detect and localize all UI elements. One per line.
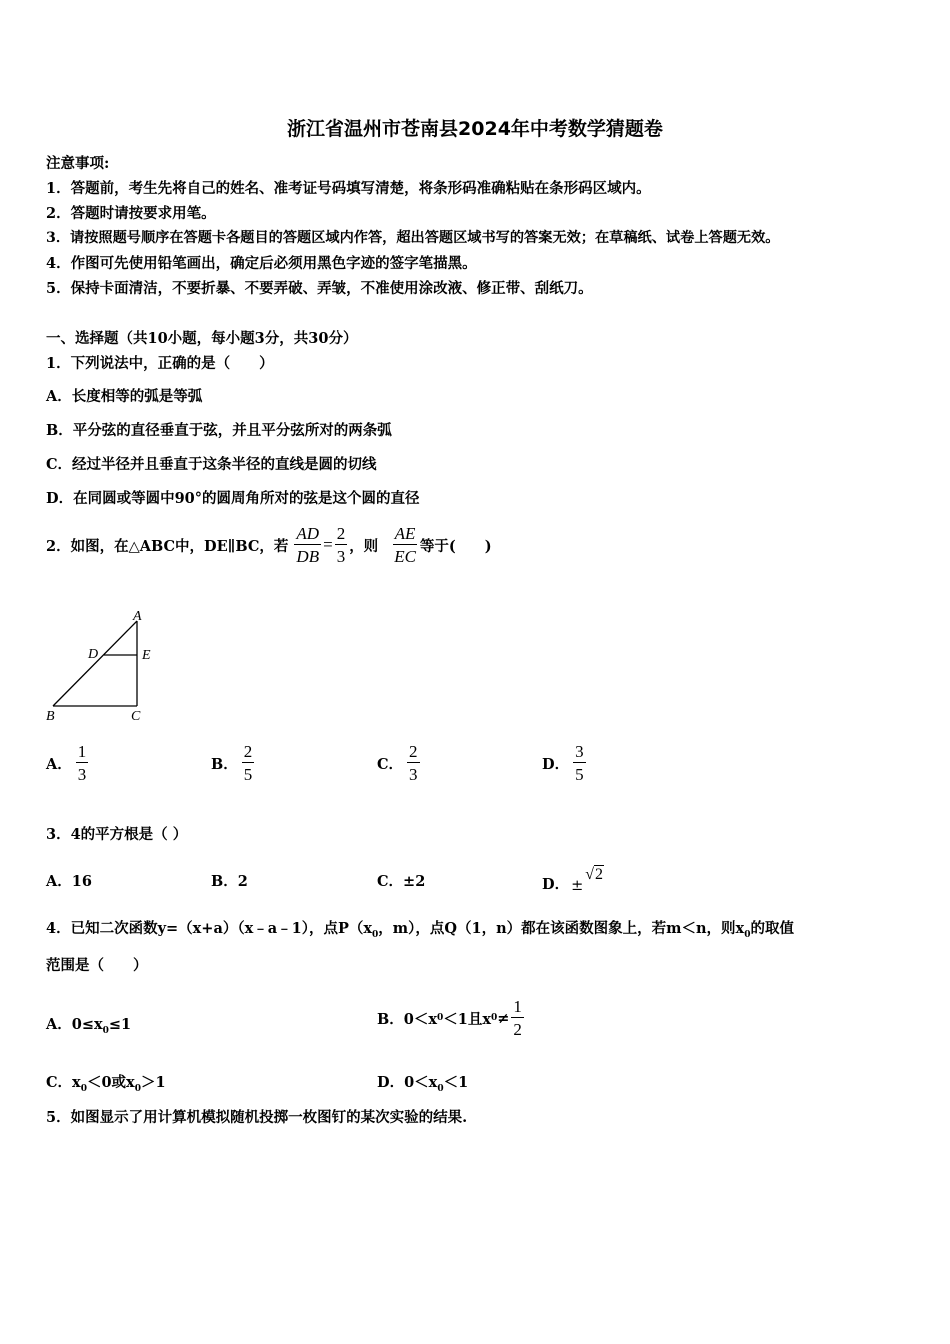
section-heading: 一、选择题（共10小题，每小题3分，共30分） (46, 330, 358, 347)
fraction-denominator: 2 (513, 1020, 522, 1039)
q4-option-a (46, 1013, 131, 1036)
q4-text: ，m），点Q（1，n）都在该函数图象上，若m＜n，则x (378, 920, 745, 937)
fraction-denominator: 3 (77, 765, 87, 784)
fraction-denominator: EC (394, 547, 416, 566)
q1-option-a: A．长度相等的弧是等弧 (46, 388, 203, 405)
option-text: A．0≤x (46, 1016, 103, 1033)
subscript: 0 (744, 929, 751, 940)
notes-heading: 注意事项: (46, 155, 110, 172)
fraction-numerator: 2 (336, 524, 346, 543)
option-text: C．x (46, 1074, 81, 1091)
fraction-denominator: 5 (575, 765, 584, 784)
option-fraction (511, 998, 524, 1038)
option-fraction (76, 743, 89, 783)
fraction-denominator: 5 (243, 765, 253, 784)
q3-option-c: C．±2 (377, 873, 426, 890)
q1-option-d: D．在同圆或等圆中90°的圆周角所对的弦是这个圆的直径 (46, 490, 420, 507)
q4-option-b (377, 988, 526, 1048)
label-c: C (131, 709, 141, 724)
q4-option-c (46, 1071, 166, 1094)
page-title: 浙江省温州市苍南县2024年中考数学猜题卷 (287, 118, 663, 140)
note-item: 2．答题时请按要求用笔。 (46, 205, 216, 222)
fraction-numerator: AE (394, 524, 416, 543)
option-label: B． (211, 755, 238, 773)
q2-option-c (377, 738, 422, 788)
option-text: B．0＜x (377, 1010, 437, 1028)
q1-option-c: C．经过半径并且垂直于这条半径的直线是圆的切线 (46, 456, 377, 473)
q4-text: 4．已知二次函数y=（x+a）（x﹣a﹣1），点P（x (46, 920, 373, 937)
fraction-numerator: 2 (409, 742, 418, 761)
sqrt-expression: √2 (585, 866, 604, 883)
note-item: 4．作图可先使用铅笔画出，确定后必须用黑色字迹的签字笔描黑。 (46, 255, 477, 272)
subscript: 0 (491, 1013, 498, 1023)
q2-option-b (211, 738, 256, 788)
option-fraction (407, 743, 420, 783)
label-d: D (88, 647, 99, 662)
fraction-denominator: DB (296, 547, 320, 566)
option-text: ≤1 (108, 1016, 132, 1033)
subscript: 0 (102, 1025, 109, 1036)
option-text: ＞1 (140, 1074, 166, 1091)
label-e: E (142, 648, 151, 663)
note-item: 1．答题前，考生先将自己的姓名、准考证号码填写清楚，将条形码准确粘贴在条形码区域内。 (46, 180, 651, 197)
subscript: 0 (80, 1083, 87, 1094)
fraction-numerator: 1 (77, 742, 87, 761)
option-label: D． (542, 876, 570, 893)
option-label: D． (542, 755, 570, 773)
fraction-ae-ec (392, 525, 418, 565)
q4-text: 的取值 (750, 920, 794, 937)
subscript: 0 (437, 1013, 444, 1023)
triangle-figure (40, 600, 170, 730)
question-5-stem: 5．如图显示了用计算机模拟随机投掷一枚图钉的某次实验的结果. (46, 1109, 468, 1126)
option-text: ≠ (497, 1009, 510, 1027)
side-ab (53, 621, 137, 706)
question-4-stem (46, 917, 794, 940)
radicand: 2 (595, 866, 604, 883)
question-4-stem-cont: 范围是（ ） (46, 957, 148, 974)
fraction-denominator: 3 (409, 765, 418, 784)
option-text: ＜0或x (86, 1074, 135, 1091)
option-text: ＜1 (443, 1074, 469, 1091)
plus-minus: ± (571, 878, 584, 894)
option-label: C． (377, 755, 404, 773)
option-fraction (242, 743, 255, 783)
label-b: B (46, 709, 55, 724)
q1-option-b: B．平分弦的直径垂直于弦，并且平分弦所对的两条弧 (46, 422, 392, 439)
fraction-denominator: 3 (336, 547, 346, 566)
q2-option-a (46, 738, 90, 788)
fraction-numerator: 3 (575, 742, 584, 761)
option-text: D．0＜x (377, 1074, 438, 1091)
question-3-stem: 3．4的平方根是（ ） (46, 826, 188, 843)
fraction-numerator: 2 (243, 742, 253, 761)
label-a: A (133, 609, 142, 624)
q2-option-d (542, 738, 588, 788)
subscript: 0 (437, 1083, 444, 1094)
option-fraction (573, 743, 586, 783)
note-item: 5．保持卡面清洁，不要折暴、不要弄破、弄皱，不准使用涂改液、修正带、刮纸刀。 (46, 280, 593, 297)
fraction-numerator: AD (296, 524, 320, 543)
subscript: 0 (134, 1083, 141, 1094)
fraction-two-thirds (335, 525, 348, 565)
q3-option-d (542, 858, 604, 894)
q2-suffix: 等于( ) (419, 537, 492, 555)
option-text: ＜1且x (443, 1010, 491, 1028)
equals-sign: = (323, 535, 333, 554)
question-2-stem (46, 520, 492, 570)
option-label: A． (46, 755, 72, 773)
q2-prefix: 2．如图，在△ABC中，DE∥BC，若 (46, 537, 289, 555)
fraction-numerator: 1 (513, 997, 522, 1016)
q2-middle: ，则 (349, 537, 379, 555)
q4-option-d (377, 1071, 468, 1094)
fraction-ad-db (294, 525, 321, 565)
subscript: 0 (372, 929, 379, 940)
question-1-stem: 1．下列说法中，正确的是（ ） (46, 355, 274, 372)
q3-option-b: B．2 (211, 873, 248, 890)
q3-option-a: A．16 (46, 873, 92, 890)
note-item: 3．请按照题号顺序在答题卡各题目的答题区域内作答，超出答题区域书写的答案无效；在草稿纸、试卷上答题无效。 (46, 230, 780, 246)
